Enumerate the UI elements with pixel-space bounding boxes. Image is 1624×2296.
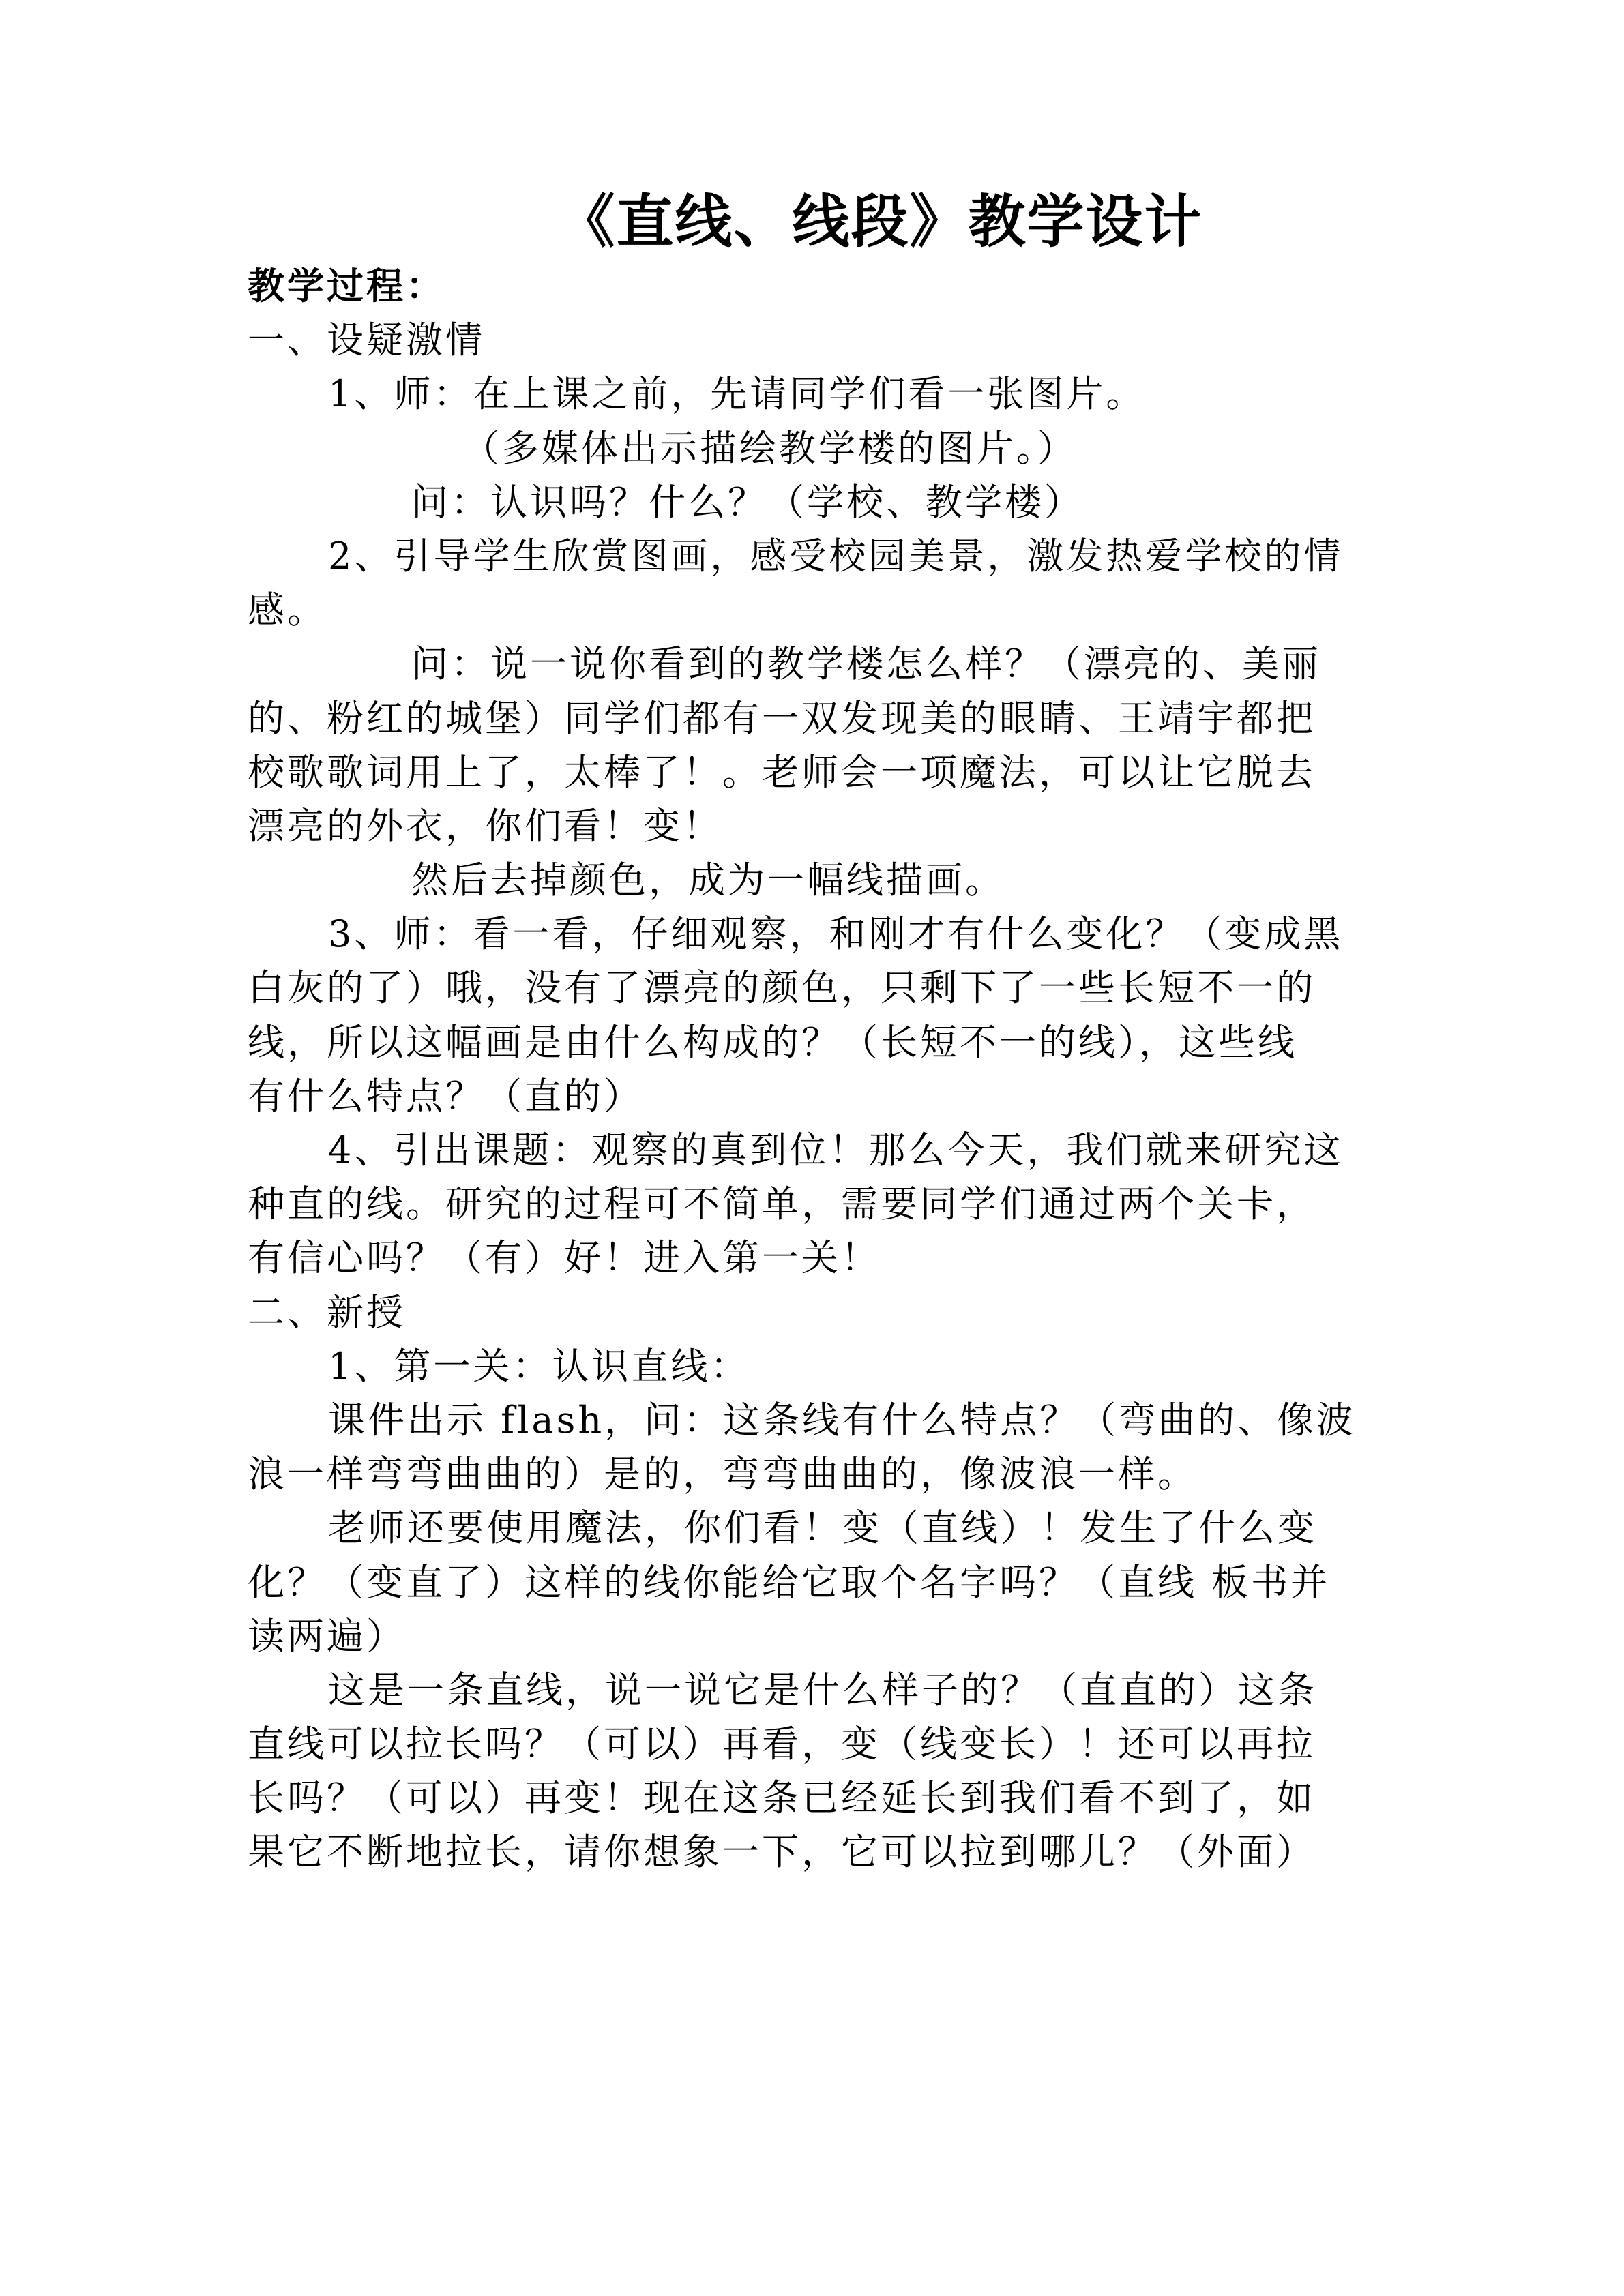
paragraph-line: 感。 bbox=[248, 588, 327, 632]
paragraph-line: 课件出示 flash，问：这条线有什么特点？（弯曲的、像波 bbox=[328, 1398, 1357, 1442]
paragraph-line: 1、第一关：认识直线： bbox=[328, 1344, 750, 1388]
document-title: 《直线、线段》教学设计 bbox=[557, 188, 1203, 255]
paragraph-line: 问：说一说你看到的教学楼怎么样？（漂亮的、美丽 bbox=[411, 642, 1321, 686]
paragraph-line: （多媒体出示描绘教学楼的图片。） bbox=[462, 426, 1077, 470]
paragraph-line: 白灰的了）哦，没有了漂亮的颜色，只剩下了一些长短不一的 bbox=[248, 966, 1316, 1010]
paragraph-line: 浪一样弯弯曲曲的）是的，弯弯曲曲的，像波浪一样。 bbox=[248, 1452, 1197, 1496]
paragraph-line: 老师还要使用魔法，你们看！变（直线）！发生了什么变 bbox=[328, 1506, 1317, 1550]
paragraph-line: 长吗？（可以）再变！现在这条已经延长到我们看不到了，如 bbox=[248, 1776, 1316, 1820]
paragraph-line: 2、引导学生欣赏图画，感受校园美景，激发热爱学校的情 bbox=[328, 534, 1344, 578]
paragraph-line: 的、粉红的城堡）同学们都有一双发现美的眼睛、王靖宇都把 bbox=[248, 696, 1316, 740]
section-heading: 教学过程： bbox=[248, 264, 445, 308]
paragraph-line: 直线可以拉长吗？（可以）再看，变（线变长）！还可以再拉 bbox=[248, 1723, 1316, 1766]
paragraph-line: 4、引出课题：观察的真到位！那么今天，我们就来研究这 bbox=[328, 1129, 1344, 1172]
paragraph-line: 问：认识吗？什么？（学校、教学楼） bbox=[411, 480, 1084, 524]
paragraph-line: 化？（变直了）这样的线你能给它取个名字吗？（直线 板书并 bbox=[248, 1560, 1331, 1604]
paragraph-line: 校歌歌词用上了，太棒了！。老师会一项魔法，可以让它脱去 bbox=[248, 750, 1316, 794]
paragraph-line: 漂亮的外衣，你们看！变！ bbox=[248, 804, 722, 848]
section-heading: 一、设疑激情 bbox=[248, 318, 485, 362]
section-heading: 二、新授 bbox=[248, 1290, 406, 1334]
paragraph-line: 有信心吗？（有）好！进入第一关！ bbox=[248, 1236, 881, 1280]
paragraph-line: 然后去掉颜色，成为一幅线描画。 bbox=[411, 859, 1005, 902]
document-body bbox=[248, 259, 1373, 1879]
paragraph-line: 读两遍） bbox=[248, 1614, 406, 1658]
paragraph-line: 这是一条直线，说一说它是什么样子的？（直直的）这条 bbox=[328, 1668, 1317, 1712]
paragraph-line: 种直的线。研究的过程可不简单，需要同学们通过两个关卡， bbox=[248, 1182, 1316, 1226]
paragraph-line: 果它不断地拉长，请你想象一下，它可以拉到哪儿？（外面） bbox=[248, 1830, 1316, 1874]
paragraph-line: 线，所以这幅画是由什么构成的？（长短不一的线），这些线 bbox=[248, 1020, 1297, 1064]
paragraph-line: 有什么特点？（直的） bbox=[248, 1074, 643, 1118]
paragraph-line: 1、师：在上课之前，先请同学们看一张图片。 bbox=[328, 372, 1146, 416]
paragraph-line: 3、师：看一看，仔细观察，和刚才有什么变化？（变成黑 bbox=[328, 912, 1344, 956]
